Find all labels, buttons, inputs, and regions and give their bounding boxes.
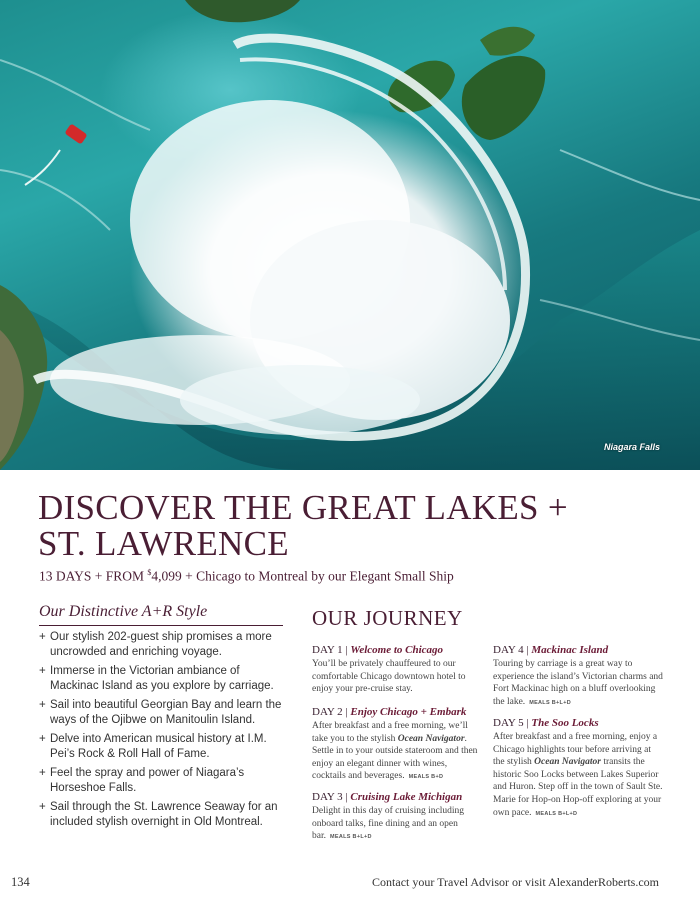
style-bullet bbox=[39, 766, 289, 796]
trip-summary bbox=[39, 568, 454, 585]
trip-duration-prefix: 13 DAYS + FROM bbox=[39, 568, 148, 584]
plus-icon: + bbox=[39, 767, 46, 779]
day-name: Welcome to Chicago bbox=[350, 644, 444, 656]
style-bullet bbox=[39, 698, 289, 728]
page-title bbox=[38, 490, 678, 562]
day-description bbox=[493, 658, 663, 709]
day-description bbox=[493, 731, 663, 820]
day-text-part: Touring by carriage is a great way to experience the island’s Victorian charms and Fort Mackinac high on a bluff overlooking the lake. bbox=[493, 659, 663, 707]
day-4 bbox=[493, 643, 663, 709]
day-text-part: . Settle in to your outside stateroom and then enjoy an elegant dinner with wines, cocktails and beverages. bbox=[312, 733, 478, 782]
day-5 bbox=[493, 716, 663, 820]
day-1 bbox=[312, 643, 482, 696]
photo-caption: Niagara Falls bbox=[603, 442, 660, 452]
day-name: Enjoy Chicago + Embark bbox=[350, 706, 467, 718]
day-label: DAY 1 | bbox=[312, 644, 351, 656]
plus-icon: + bbox=[39, 733, 46, 745]
style-bullet-text: Immerse in the Victorian ambiance of Mackinac Island as you explore by carriage. bbox=[50, 665, 274, 692]
journey-heading: OUR JOURNEY bbox=[312, 606, 463, 630]
style-bullet bbox=[39, 664, 289, 694]
day-title bbox=[493, 716, 663, 730]
style-bullet-text: Feel the spray and power of Niagara’s Horseshoe Falls. bbox=[50, 767, 245, 794]
plus-icon: + bbox=[39, 801, 46, 813]
style-heading: Our Distinctive A+R Style bbox=[39, 603, 283, 626]
day-2 bbox=[312, 705, 482, 784]
style-bullet-text: Sail through the St. Lawrence Seaway for an included stylish overnight in Old Montreal. bbox=[50, 801, 278, 828]
style-bullet bbox=[39, 732, 289, 762]
currency-symbol: $ bbox=[147, 568, 152, 577]
meals-badge: MEALS B+L+D bbox=[529, 699, 571, 706]
meals-badge: MEALS B+L+D bbox=[535, 810, 578, 817]
ship-name: Ocean Navigator bbox=[397, 733, 465, 744]
day-text-part: Delight in this day of cruising including onboard talks, fine dining and an open bar. bbox=[312, 806, 464, 842]
day-name: The Soo Locks bbox=[531, 717, 599, 729]
day-text-part: After breakfast and a free morning, enjoy a Chicago highlights tour before arriving at the stylish bbox=[493, 732, 658, 768]
day-text-part: transits the historic Soo Locks between Lakes Superior and Huron. Step off in the town of Sault Ste. Marie for Hop-on Hop-off exploring at your own pace. bbox=[493, 757, 663, 818]
day-label: DAY 4 | bbox=[493, 644, 532, 656]
trip-route: + Chicago to Montreal by our Elegant Small Ship bbox=[181, 568, 454, 584]
plus-icon: + bbox=[39, 631, 46, 643]
title-line-2: ST. LAWRENCE bbox=[38, 524, 289, 563]
day-name: Mackinac Island bbox=[531, 644, 609, 656]
plus-icon: + bbox=[39, 699, 46, 711]
title-line-1: DISCOVER THE GREAT LAKES + bbox=[38, 488, 568, 527]
day-description bbox=[312, 805, 482, 844]
style-bullet bbox=[39, 630, 289, 660]
trip-price: 4,099 bbox=[151, 568, 182, 584]
day-label: DAY 3 | bbox=[312, 791, 351, 803]
meals-badge: MEALS B+D bbox=[408, 774, 444, 781]
contact-line: Contact your Travel Advisor or visit AlexanderRoberts.com bbox=[372, 875, 659, 889]
meals-badge: MEALS B+L+D bbox=[329, 834, 372, 841]
day-3 bbox=[312, 790, 482, 844]
day-title bbox=[312, 790, 482, 804]
day-title bbox=[312, 643, 482, 657]
day-label: DAY 2 | bbox=[312, 706, 351, 718]
style-bullet-list bbox=[39, 630, 289, 834]
day-name: Cruising Lake Michigan bbox=[350, 791, 463, 803]
day-text-part: After breakfast and a free morning, we’ll take you to the stylish bbox=[312, 721, 468, 744]
day-title bbox=[493, 643, 663, 657]
day-description: You’ll be privately chauffeured to our comfortable Chicago downtown hotel to enjoy your pre-cruise stay. bbox=[312, 659, 466, 695]
plus-icon: + bbox=[39, 665, 46, 677]
page-number: 134 bbox=[11, 875, 30, 889]
ship-name: Ocean Navigator bbox=[534, 757, 601, 768]
day-label: DAY 5 | bbox=[493, 717, 532, 729]
day-title bbox=[312, 705, 482, 719]
style-bullet-text: Sail into beautiful Georgian Bay and learn the ways of the Ojibwe on Manitoulin Island. bbox=[50, 699, 282, 726]
day-description bbox=[312, 720, 482, 784]
style-bullet-text: Delve into American musical history at I.M. Pei’s Rock & Roll Hall of Fame. bbox=[50, 733, 267, 760]
style-bullet bbox=[39, 800, 289, 830]
style-bullet-text: Our stylish 202-guest ship promises a more uncrowded and enriching voyage. bbox=[50, 631, 272, 658]
